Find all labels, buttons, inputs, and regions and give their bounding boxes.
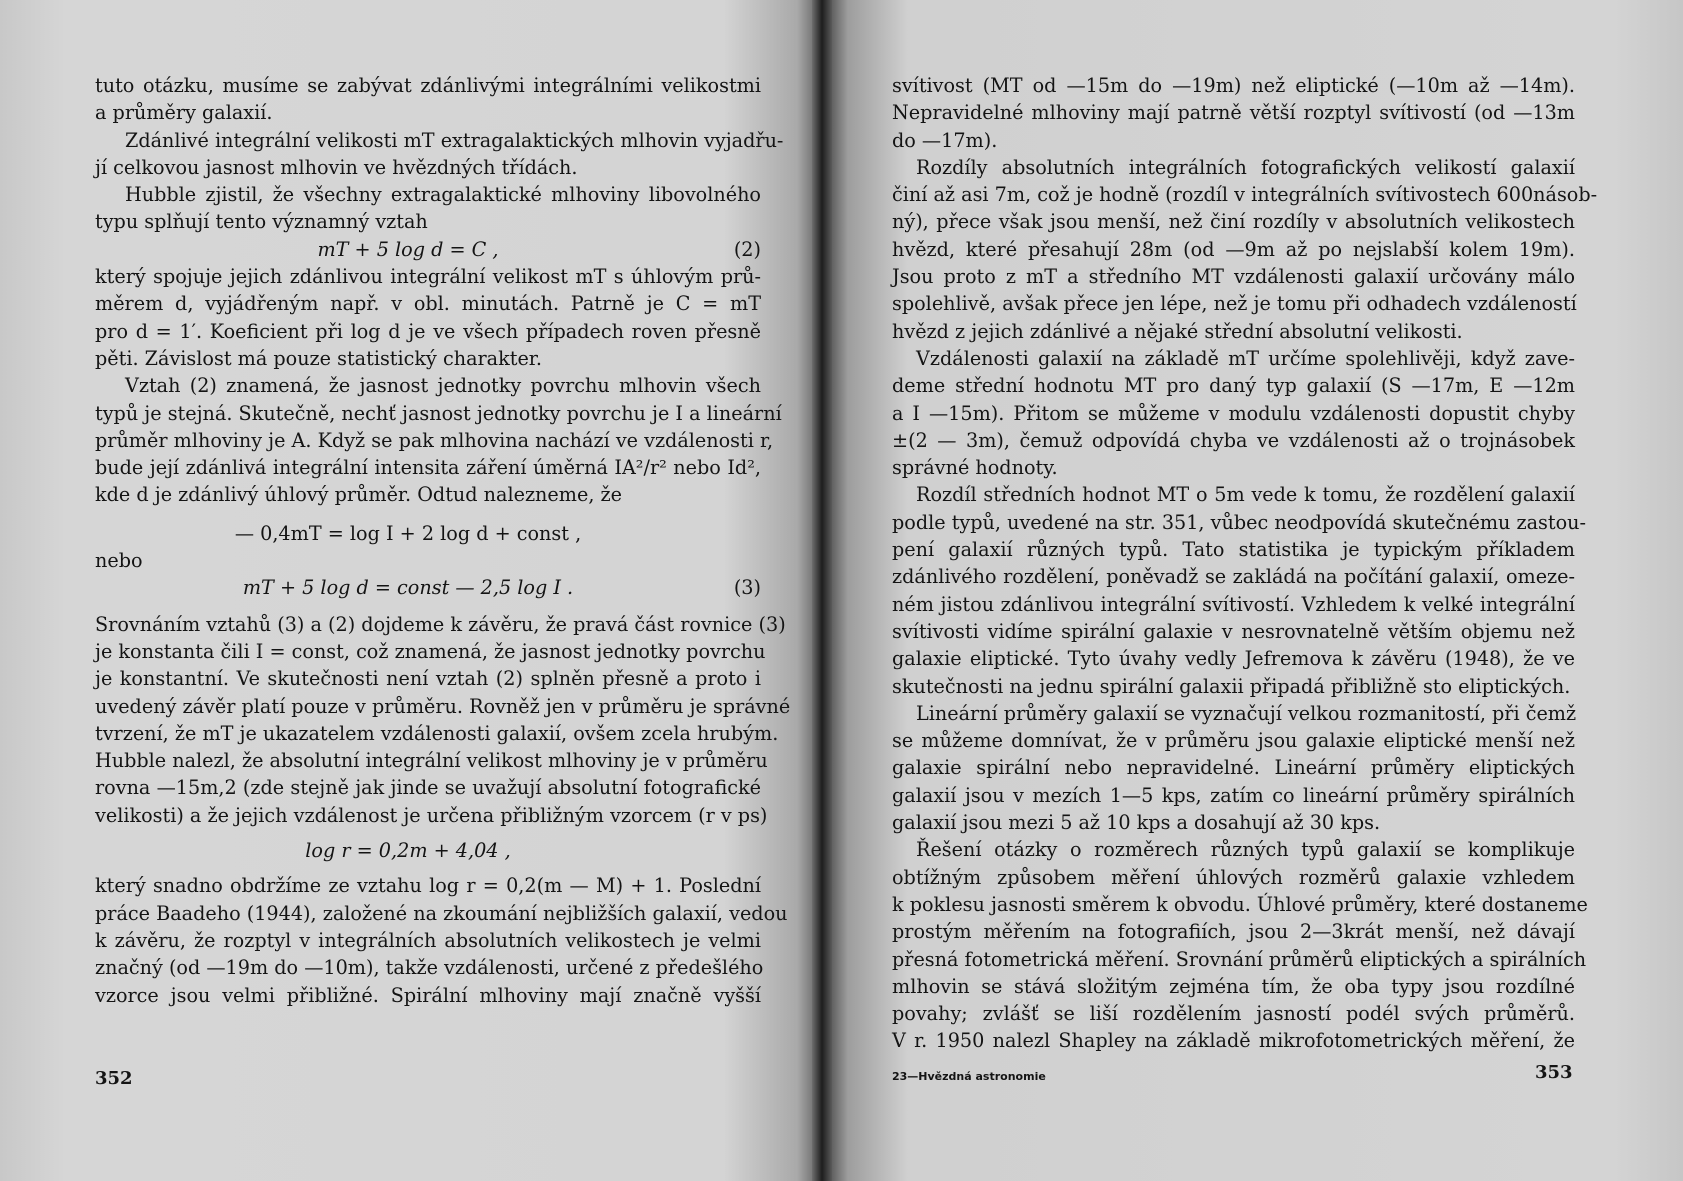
text-line: kde d je zdánlivý úhlový průměr. Odtud nalezneme, že — [95, 483, 622, 507]
equation-a — [95, 520, 761, 547]
text-line: práce Baadeho (1944), založené na zkoumání nejbližších galaxií, vedou — [95, 901, 788, 925]
text-line: Vzdálenosti galaxií na základě mT určíme spolehlivěji, když zave- — [916, 346, 1575, 370]
equation-formula: log r = 0,2m + 4,04 , — [305, 839, 511, 863]
text-line: galaxie eliptické. Tyto úvahy vedly Jefremova k závěru (1948), že ve — [892, 647, 1575, 671]
text-line: mlhovin se stává složitým zejména tím, že oba typy jsou rozdílné — [892, 974, 1575, 998]
text-line: ±(2 — 3m), čemuž odpovídá chyba ve vzdálenosti až o trojnásobek — [892, 428, 1575, 452]
text-line: tuto otázku, musíme se zabývat zdánlivými integrálními velikostmi — [95, 74, 761, 97]
text-line: podle typů, uvedené na str. 351, vůbec neodpovídá skutečnému zastou- — [892, 510, 1586, 534]
text-line: obtížným způsobem měření úhlových rozměrů galaxie vzhledem — [892, 865, 1575, 889]
text-line: Rozdíly absolutních integrálních fotografických velikostí galaxií — [916, 155, 1575, 179]
text-line: rovna —15m,2 (zde stejně jak jinde se uvažují absolutní fotografické — [95, 776, 761, 800]
right-page — [822, 0, 1683, 1181]
equation-formula: — 0,4mT = log I + 2 log d + const , — [234, 521, 582, 545]
equation-number: (3) — [733, 576, 761, 600]
text-line: galaxie spirální nebo nepravidelné. Lineární průměry eliptických — [892, 756, 1575, 780]
left-page-text — [95, 72, 791, 1009]
text-line: je konstanta čili I = const, což znamená, že jasnost jednotky povrchu — [95, 639, 766, 663]
text-line: do —17m). — [892, 128, 998, 152]
text-line: galaxií jsou mezi 5 až 10 kps a dosahují až 30 kps. — [892, 811, 1381, 835]
text-line: Hubble zjistil, že všechny extragalaktické mlhoviny libovolného — [125, 183, 761, 207]
text-line: přesná fotometrická měření. Srovnání průměrů eliptických a spirálních — [892, 947, 1587, 971]
text-line: pení galaxií různých typů. Tato statistika je typickým příkladem — [892, 538, 1575, 562]
text-line: se můžeme domnívat, že v průměru jsou galaxie eliptické menší než — [892, 729, 1575, 753]
text-line: který snadno obdržíme ze vztahu log r = 0,2(m — M) + 1. Poslední — [95, 874, 761, 898]
text-line: vzorce jsou velmi přibližné. Spirální mlhoviny mají značně vyšší — [95, 983, 761, 1007]
text-line: ném jistou zdánlivou integrální svítivostí. Vzhledem k velké integrální — [892, 592, 1575, 616]
text-line: průměr mlhoviny je A. Když se pak mlhovina nachází ve vzdálenosti r, — [95, 428, 774, 452]
right-page-text — [892, 72, 1598, 1055]
text-line: Vztah (2) znamená, že jasnost jednotky povrchu mlhovin všech — [125, 374, 761, 398]
text-line: Lineární průměry galaxií se vyznačují velkou rozmanitostí, při čemž — [916, 701, 1577, 725]
text-line: značný (od —19m do —10m), takže vzdálenosti, určené z předešlého — [95, 956, 764, 980]
text-line: Rozdíl středních hodnot MT o 5m vede k tomu, že rozdělení galaxií — [916, 483, 1575, 507]
text-line: jí celkovou jasnost mlhovin ve hvězdných třídách. — [95, 155, 578, 179]
text-line: hvězd z jejich zdánlivé a nějaké střední absolutní velikosti. — [892, 319, 1463, 343]
text-line: hvězd, které přesahují 28m (od —9m až po nejslabší kolem 19m). — [892, 237, 1575, 261]
text-line: galaxií jsou v mezích 1—5 kps, zatím co lineární průměry spirálních — [892, 783, 1575, 807]
text-line: bude její zdánlivá integrální intensita záření úměrná IA²/r² nebo Id², — [95, 456, 761, 480]
text-line: velikosti) a že jejich vzdálenost je určena přibližným vzorcem (r v ps) — [95, 803, 768, 827]
text-line: měrem d, vyjádřeným např. v obl. minutách. Patrně je C = mT — [95, 292, 761, 316]
text-line: a I —15m). Přitom se můžeme v modulu vzdálenosti dopustit chyby — [892, 401, 1575, 425]
equation-formula: mT + 5 log d = C , — [317, 237, 499, 261]
text-line: činí až asi 7m, což je hodně (rozdíl v integrálních svítivostech 600násob- — [892, 183, 1598, 207]
connector-text: nebo — [95, 549, 143, 573]
text-line: Jsou proto z mT a středního MT vzdálenosti galaxií určovány málo — [892, 265, 1575, 289]
text-line: Zdánlivé integrální velikosti mT extragalaktických mlhovin vyjadřu- — [125, 128, 784, 152]
text-line: k závěru, že rozptyl v integrálních absolutních velikostech je velmi — [95, 928, 761, 952]
text-line: ný), přece však jsou menší, než činí rozdíly v absolutních velikostech — [892, 210, 1575, 234]
book-gutter — [812, 0, 832, 1181]
text-line: je konstantní. Ve skutečnosti není vztah (2) splněn přesně a proto i — [95, 667, 761, 691]
text-line: zdánlivého rozdělení, poněvadž se zakládá na počítání galaxií, omeze- — [892, 565, 1575, 589]
text-line: prostým měřením na fotografiích, jsou 2—3krát menší, než dávají — [892, 920, 1575, 944]
text-line: spolehlivě, avšak přece jen lépe, než je tomu při odhadech vzdáleností — [892, 292, 1577, 316]
equation-b — [95, 837, 761, 864]
text-line: V r. 1950 nalezl Shapley na základě mikrofotometrických měření, že — [892, 1029, 1575, 1053]
text-line: pěti. Závislost má pouze statistický charakter. — [95, 346, 542, 370]
page-number: 352 — [95, 1068, 133, 1089]
text-line: pro d = 1′. Koeficient při log d je ve všech případech roven přesně — [95, 319, 761, 343]
text-line: správné hodnoty. — [892, 456, 1058, 480]
equation-2 — [95, 236, 761, 263]
text-line: povahy; zvlášť se liší rozdělením jasností podél svých průměrů. — [892, 1002, 1575, 1026]
text-line: svítivosti vidíme spirální galaxie v nesrovnatelně větším objemu než — [892, 619, 1575, 643]
text-line: typu splňují tento významný vztah — [95, 210, 428, 234]
printer-signature: 23—Hvězdná astronomie — [892, 1070, 1046, 1083]
equation-3 — [95, 574, 761, 601]
text-line: Hubble nalezl, že absolutní integrální velikost mlhoviny je v průměru — [95, 749, 768, 773]
text-line: a průměry galaxií. — [95, 101, 273, 125]
equation-formula: mT + 5 log d = const — 2,5 log I . — [242, 576, 574, 600]
text-line: deme střední hodnotu MT pro daný typ galaxií (S —17m, E —12m — [892, 374, 1575, 398]
text-line: Řešení otázky o rozměrech různých typů galaxií se komplikuje — [916, 838, 1575, 862]
left-page — [0, 0, 822, 1181]
text-line: Nepravidelné mlhoviny mají patrně větší rozptyl svítivostí (od —13m — [892, 101, 1575, 125]
text-line: k poklesu jasnosti směrem k obvodu. Úhlové průměry, které dostaneme — [892, 892, 1588, 916]
page-number: 353 — [1535, 1062, 1573, 1083]
equation-number: (2) — [733, 237, 761, 261]
text-line: tvrzení, že mT je ukazatelem vzdálenosti galaxií, ovšem zcela hrubým. — [95, 721, 779, 745]
text-line: který spojuje jejich zdánlivou integrální velikost mT s úhlovým prů- — [95, 265, 761, 289]
text-line: svítivost (MT od —15m do —19m) než eliptické (—10m až —14m). — [892, 74, 1575, 97]
text-line: uvedený závěr platí pouze v průměru. Rovněž jen v průměru je správné — [95, 694, 791, 718]
text-line: Srovnáním vztahů (3) a (2) dojdeme k závěru, že pravá část rovnice (3) — [95, 612, 786, 636]
text-line: typů je stejná. Skutečně, nechť jasnost jednotky povrchu je I a lineární — [95, 401, 782, 425]
text-line: skutečnosti na jednu spirální galaxii připadá přibližně sto eliptických. — [892, 674, 1571, 698]
nebo-label — [95, 547, 761, 574]
